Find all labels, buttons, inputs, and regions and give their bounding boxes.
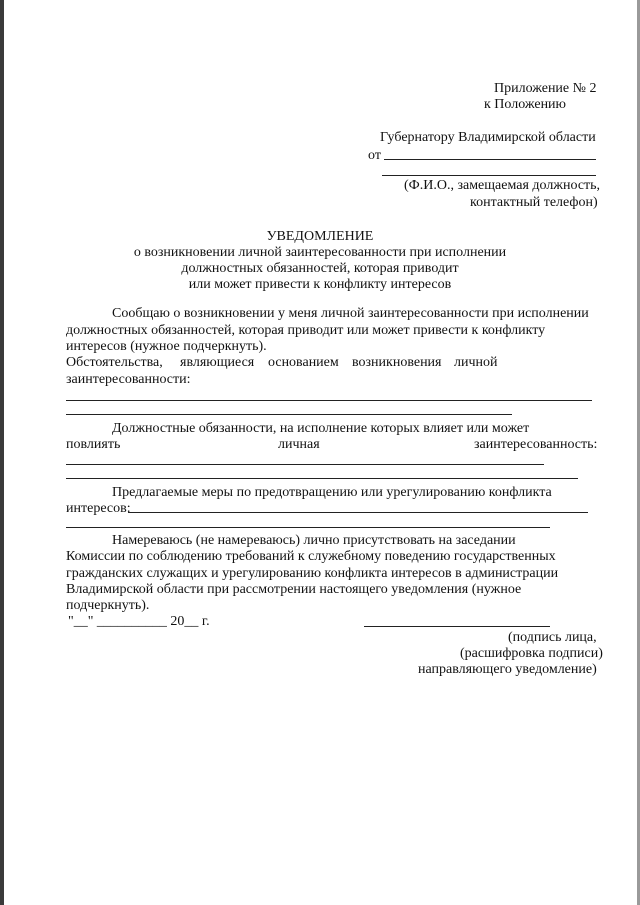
- from-label: от: [368, 148, 381, 163]
- p1-line-2: должностных обязанностей, которая приводит или может привести к конфликту: [66, 323, 546, 338]
- appendix-reference: к Положению: [484, 97, 567, 112]
- p4-line-1: Предлагаемые меры по предотвращению или урегулированию конфликта: [112, 485, 552, 500]
- circumstances-line-1[interactable]: [66, 400, 592, 401]
- p2-line-2: заинтересованности:: [66, 372, 191, 387]
- signature-line[interactable]: [364, 626, 550, 627]
- p3-line-1: Должностные обязанности, на исполнение которых влияет или может: [112, 421, 530, 436]
- scan-left-edge: [0, 0, 4, 905]
- p5-line-4: Владимирской области при рассмотрении настоящего уведомления (нужное: [66, 582, 522, 597]
- p5-line-3: гражданских служащих и урегулированию конфликта интересов в администрации: [66, 566, 559, 581]
- p3-word-3: заинтересованность:: [474, 437, 598, 452]
- contact-note: контактный телефон): [470, 195, 598, 210]
- title-line-1: о возникновении личной заинтересованности при исполнении: [133, 245, 507, 260]
- title-line-2: должностных обязанностей, которая приводит: [181, 261, 459, 276]
- duties-line-1[interactable]: [66, 464, 544, 465]
- p3-word-2: личная: [278, 437, 320, 452]
- p3-word-1: повлиять: [66, 437, 121, 452]
- from-field-line-2[interactable]: [382, 175, 596, 176]
- p5-line-2: Комиссии по соблюдению требований к служебному поведению государственных: [66, 549, 556, 564]
- duties-line-2[interactable]: [66, 478, 578, 479]
- document-title: УВЕДОМЛЕНИЕ: [266, 229, 374, 244]
- addressee: Губернатору Владимирской области: [380, 130, 596, 145]
- p2-word-4: возникновения: [352, 355, 442, 370]
- signature-note-1: (подпись лица,: [508, 630, 597, 645]
- measures-line-2[interactable]: [66, 527, 550, 528]
- p2-word-5: личной: [454, 355, 498, 370]
- p1-line-3: интересов (нужное подчеркнуть).: [66, 339, 267, 354]
- measures-line-1[interactable]: [128, 512, 588, 513]
- signature-note-2: (расшифровка подписи): [460, 646, 603, 661]
- fio-note: (Ф.И.О., замещаемая должность,: [404, 178, 601, 193]
- p4-line-2: интересов:: [66, 501, 131, 516]
- p5-line-5: подчеркнуть).: [66, 598, 150, 613]
- p2-word-1: Обстоятельства,: [66, 355, 163, 370]
- from-field-line[interactable]: [384, 159, 596, 160]
- signature-note-3: направляющего уведомление): [418, 662, 597, 677]
- p5-line-1: Намереваюсь (не намереваюсь) лично присутствовать на заседании: [112, 533, 516, 548]
- circumstances-line-2[interactable]: [66, 414, 512, 415]
- p2-word-3: основанием: [268, 355, 339, 370]
- title-line-3: или может привести к конфликту интересов: [188, 277, 452, 292]
- appendix-number: Приложение № 2: [494, 81, 597, 96]
- p1-line-1: Сообщаю о возникновении у меня личной заинтересованности при исполнении: [112, 306, 589, 321]
- date-line[interactable]: "__" __________ 20__ г.: [68, 614, 210, 629]
- p2-word-2: являющиеся: [180, 355, 255, 370]
